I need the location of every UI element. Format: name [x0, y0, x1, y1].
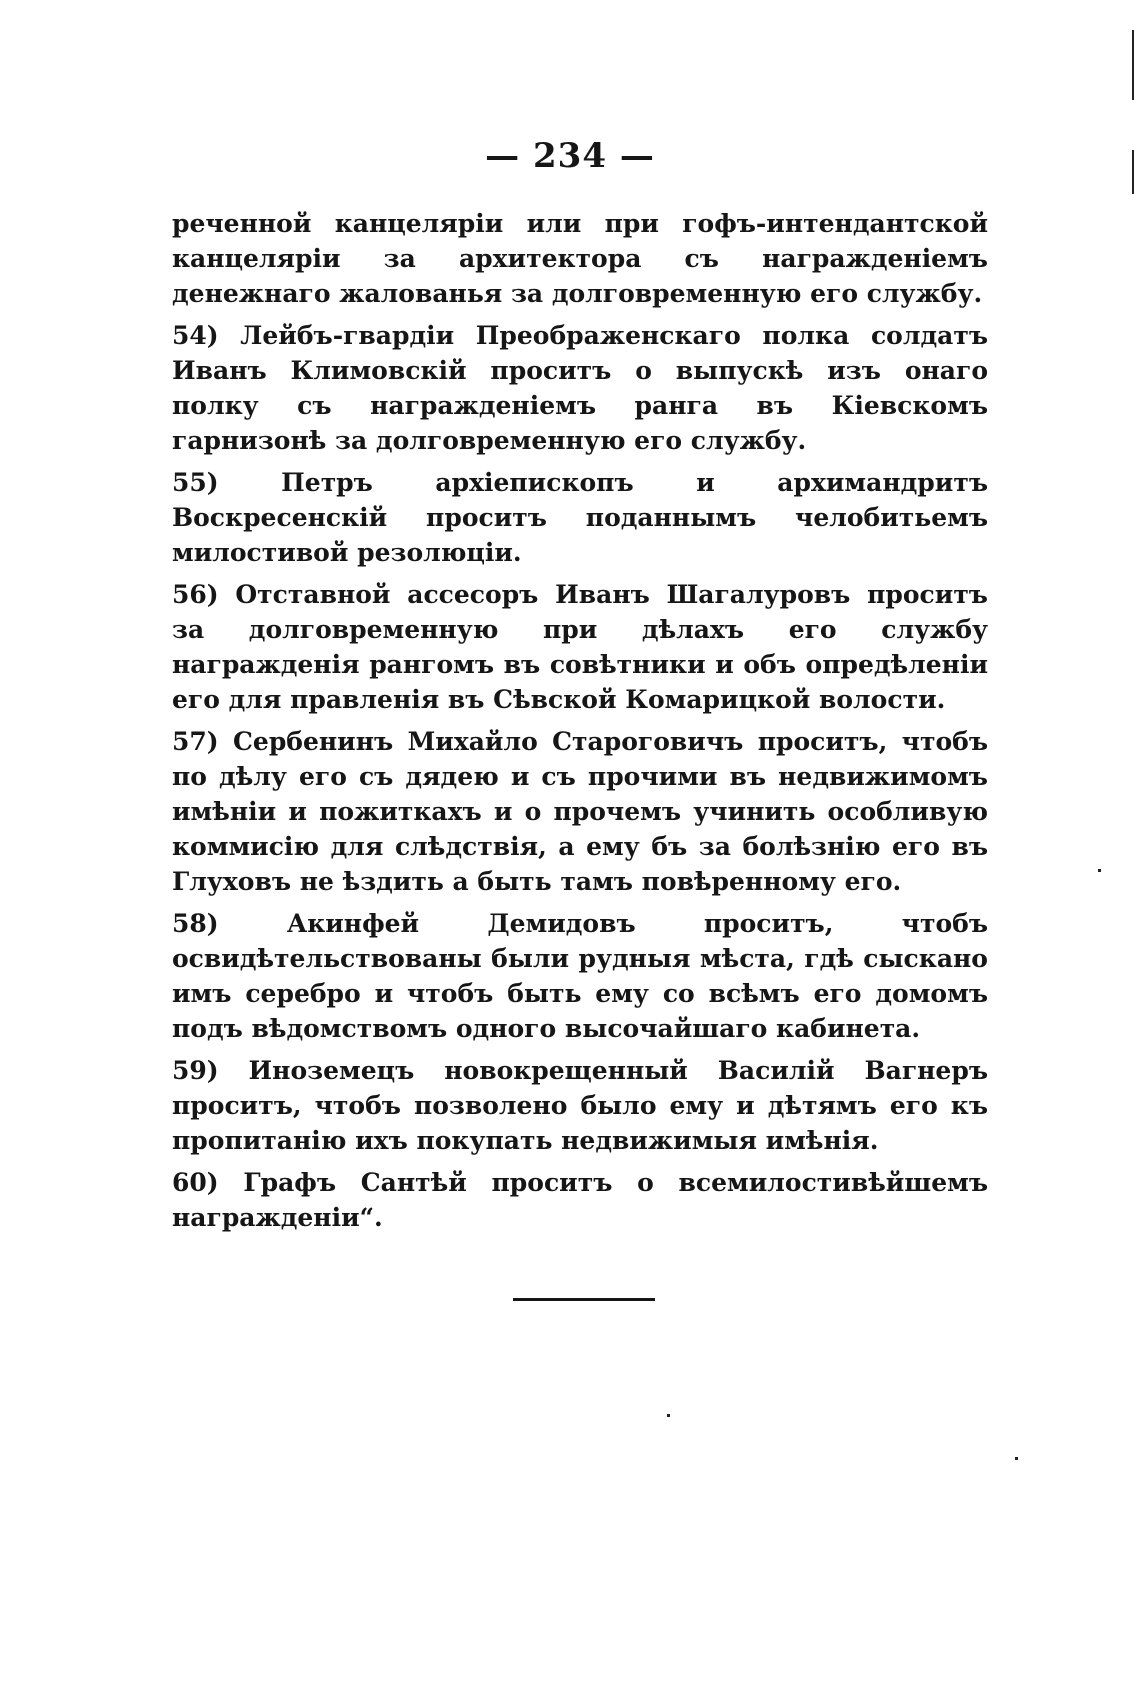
paragraph-item-57: 57) Сербенинъ Михайло Староговичъ проситъ, чтобъ по дѣлу его съ дядею и съ прочими въ недвижимомъ имѣніи и пожиткахъ и о прочемъ учинить особливую коммисію для слѣдствія, а ему бъ за болѣзнію его въ Глуховъ не ѣздить а быть тамъ повѣренному его.: [172, 727, 988, 896]
end-rule-divider: [513, 1298, 655, 1301]
scan-speck: [1098, 869, 1101, 872]
scan-speck: [1015, 1457, 1018, 1460]
paragraph-continuation: реченной канцеляріи или при гофъ-интендантской канцеляріи за архитектора съ награжденіемъ денежнаго жалованья за долговременную его службу.: [172, 209, 988, 308]
paragraph-item-55: 55) Петръ архіепископъ и архимандритъ Воскресенскій проситъ поданнымъ челобитьемъ милостивой резолюціи.: [172, 468, 988, 567]
paragraph-item-56: 56) Отставной ассесоръ Иванъ Шагалуровъ проситъ за долговременную при дѣлахъ его службу награжденія рангомъ въ совѣтники и объ опредѣленіи его для правленія въ Сѣвской Комарицкой волости.: [172, 580, 988, 714]
paragraph-item-59: 59) Иноземецъ новокрещенный Василій Вагнеръ проситъ, чтобъ позволено было ему и дѣтямъ его къ пропитанію ихъ покупать недвижимыя имѣнія.: [172, 1056, 988, 1155]
body-text: [172, 206, 988, 1242]
page-number: — 234 —: [485, 136, 655, 176]
scan-speck: [667, 1414, 670, 1417]
paragraph-item-58: 58) Акинфей Демидовъ проситъ, чтобъ освидѣтельствованы были рудныя мѣста, гдѣ сыскано имъ серебро и чтобъ быть ему со всѣмъ его домомъ подъ вѣдомствомъ одного высочайшаго кабинета.: [172, 909, 988, 1043]
scan-edge-mark-top: [1132, 30, 1134, 100]
paragraph-item-60: 60) Графъ Сантѣй проситъ о всемилостивѣйшемъ награжденіи“.: [172, 1168, 988, 1232]
paragraph-item-54: 54) Лейбъ-гвардіи Преображенскаго полка солдатъ Иванъ Климовскій проситъ о выпускѣ изъ онаго полку съ награжденіемъ ранга въ Кіевскомъ гарнизонѣ за долговременную его службу.: [172, 321, 988, 455]
